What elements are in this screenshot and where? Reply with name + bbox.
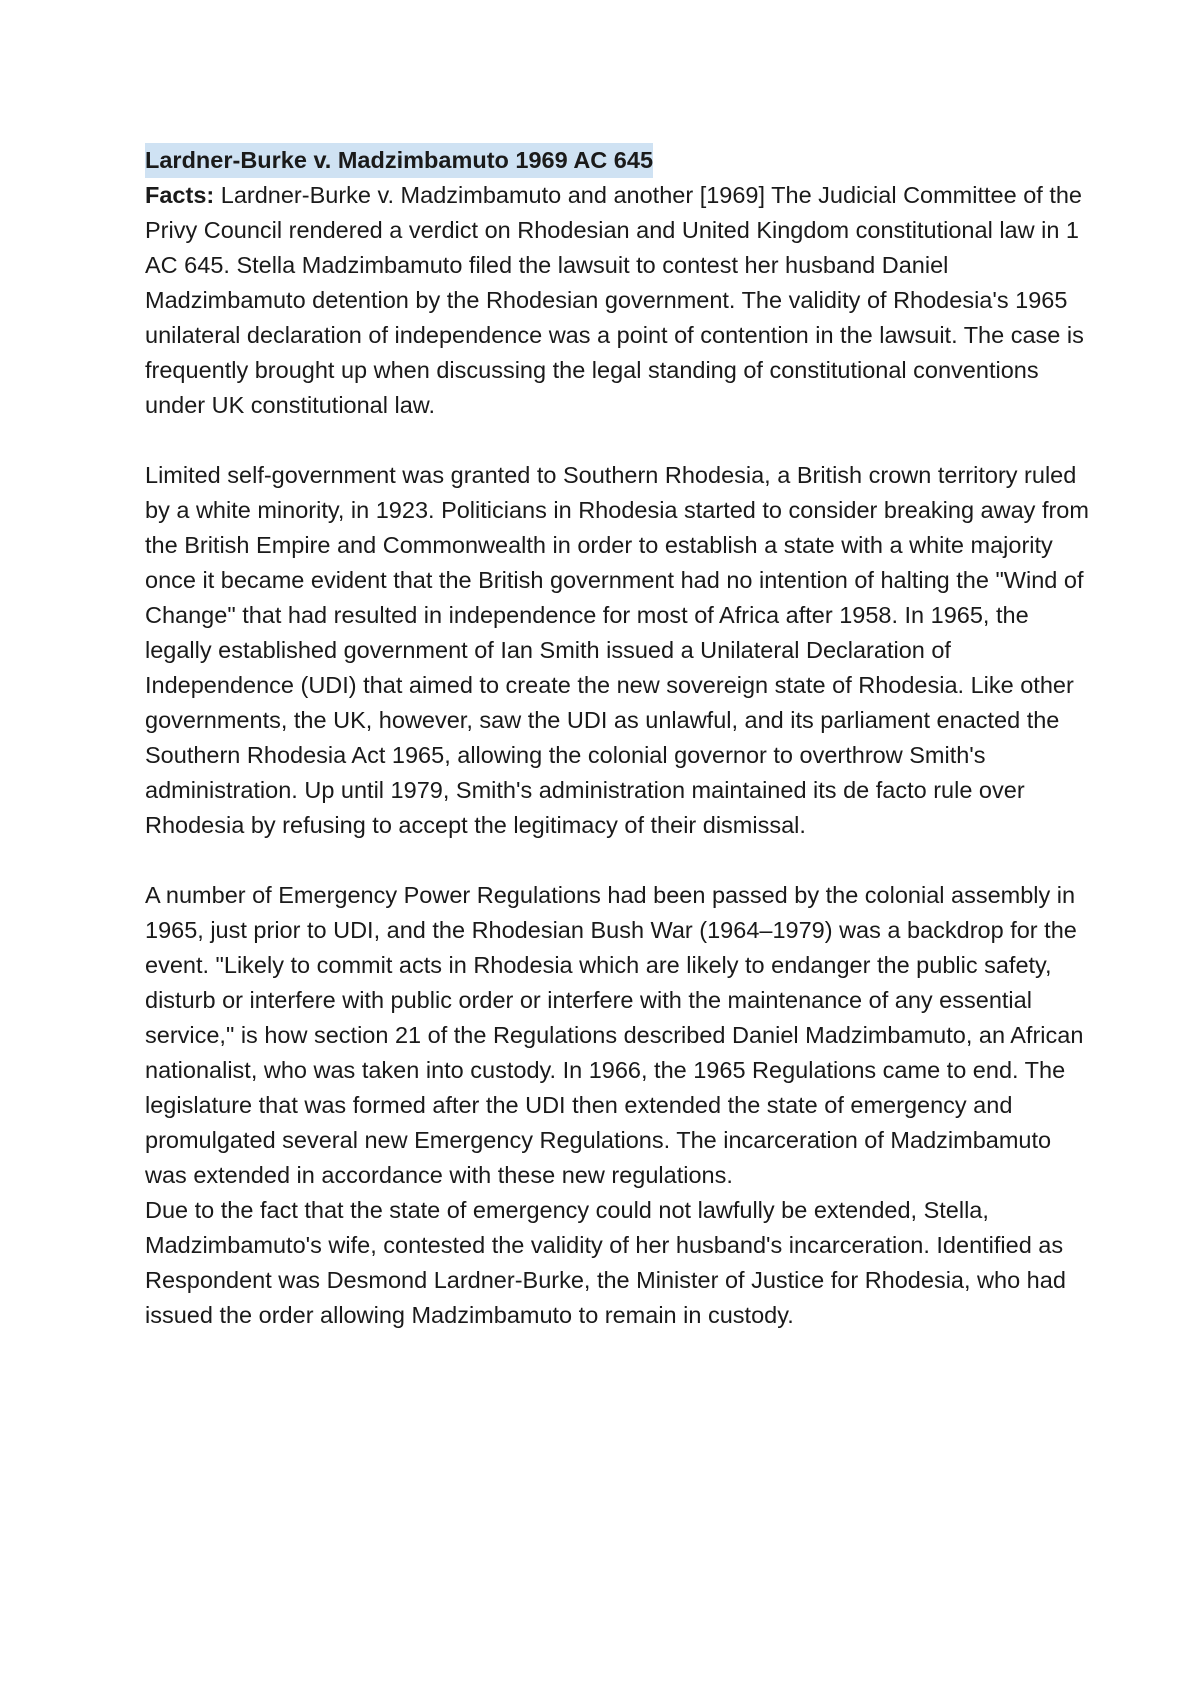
- document-page: [145, 143, 1090, 1333]
- paragraph-self-government: Limited self-government was granted to Southern Rhodesia, a British crown territory ruled by a white minority, in 1923. Politicians in Rhodesia started to consider breaking away from the British Empire and Commonwealth in order to establish a state with a white majority once it became evident that the British government had no intention of halting the "Wind of Change" that had resulted in independence for most of Africa after 1958. In 1965, the legally established government of Ian Smith issued a Unilateral Declaration of Independence (UDI) that aimed to create the new sovereign state of Rhodesia. Like other governments, the UK, however, saw the UDI as unlawful, and its parliament enacted the Southern Rhodesia Act 1965, allowing the colonial governor to overthrow Smith's administration. Up until 1979, Smith's administration maintained its de facto rule over Rhodesia by refusing to accept the legitimacy of their dismissal.: [145, 462, 1089, 838]
- facts-text: Lardner-Burke v. Madzimbamuto and another [1969] The Judicial Committee of the Privy Council rendered a verdict on Rhodesian and United Kingdom constitutional law in 1 AC 645. Stella Madzimbamuto filed the lawsuit to contest her husband Daniel Madzimbamuto detention by the Rhodesian government. The validity of Rhodesia's 1965 unilateral declaration of independence was a point of contention in the lawsuit. The case is frequently brought up when discussing the legal standing of constitutional conventions under UK constitutional law.: [145, 182, 1084, 418]
- document-title: Lardner-Burke v. Madzimbamuto 1969 AC 645: [145, 143, 653, 178]
- facts-label: Facts:: [145, 182, 215, 208]
- document-title-line: [145, 143, 1090, 178]
- paragraph-emergency-regulations: A number of Emergency Power Regulations had been passed by the colonial assembly in 1965, just prior to UDI, and the Rhodesian Bush War (1964–1979) was a backdrop for the event. "Likely to commit acts in Rhodesia which are likely to endanger the public safety, disturb or interfere with public order or interfere with the maintenance of any essential service," is how section 21 of the Regulations described Daniel Madzimbamuto, an African nationalist, who was taken into custody. In 1966, the 1965 Regulations came to end. The legislature that was formed after the UDI then extended the state of emergency and promulgated several new Emergency Regulations. The incarceration of Madzimbamuto was extended in accordance with these new regulations.: [145, 882, 1084, 1188]
- paragraph-contest: Due to the fact that the state of emergency could not lawfully be extended, Stella, Madzimbamuto's wife, contested the validity of her husband's incarceration. Identified as Respondent was Desmond Lardner-Burke, the Minister of Justice for Rhodesia, who had issued the order allowing Madzimbamuto to remain in custody.: [145, 1197, 1066, 1328]
- facts-paragraph: [145, 178, 1090, 423]
